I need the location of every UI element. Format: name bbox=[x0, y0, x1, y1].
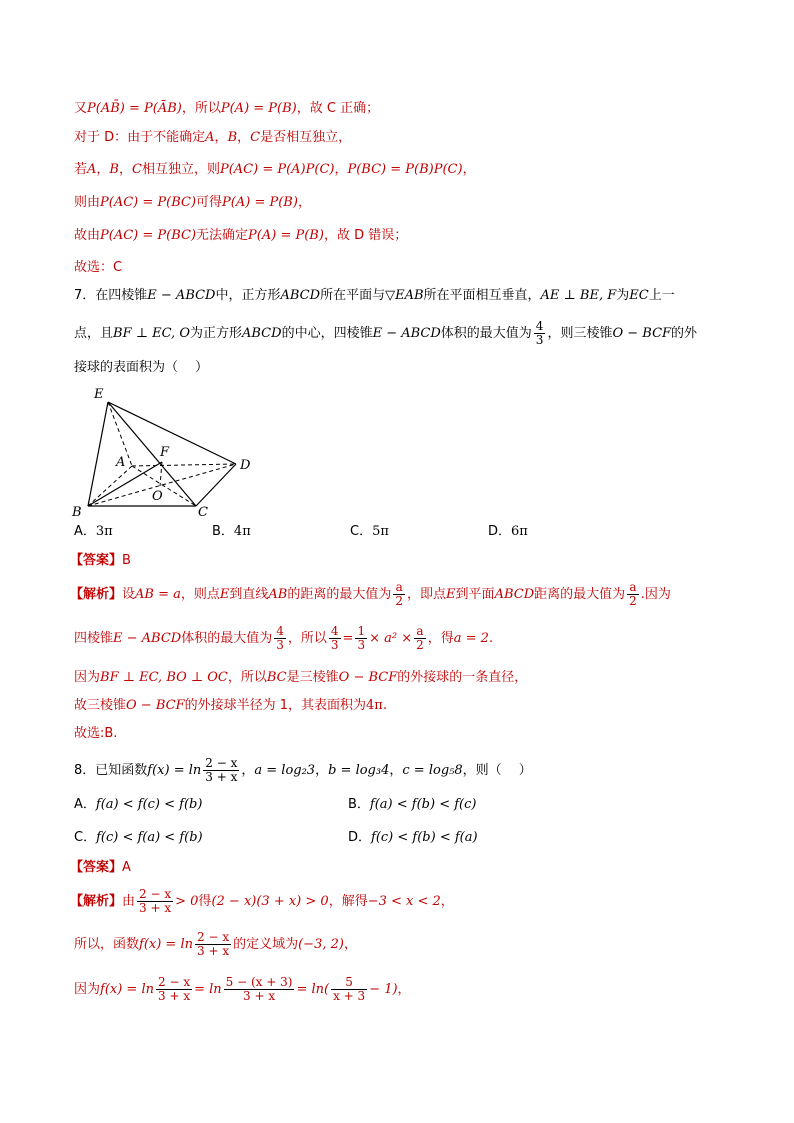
text: ， bbox=[237, 130, 251, 145]
formula: f(x) = ln bbox=[139, 937, 193, 952]
text: ，得 bbox=[427, 631, 454, 646]
option-value: f(c) < f(b) < f(a) bbox=[371, 830, 478, 845]
text: ，故 C 正确； bbox=[296, 101, 380, 116]
option-key: B． bbox=[348, 797, 370, 812]
numerator: 1 bbox=[357, 624, 366, 638]
analysis-tag: 【解析】 bbox=[70, 587, 123, 602]
formula: −3 < x < 2 bbox=[367, 894, 441, 909]
fraction bbox=[203, 757, 239, 784]
formula: = ln( bbox=[296, 982, 330, 997]
text: 又 bbox=[74, 101, 88, 116]
text: 8．已知函数 bbox=[74, 763, 148, 778]
text: ，即点 bbox=[407, 587, 447, 602]
formula: EC bbox=[629, 288, 649, 303]
text: 的中心，四棱锥 bbox=[281, 326, 373, 341]
text: 到平面 bbox=[455, 587, 495, 602]
formula: P(AC) = P(A)P(C) bbox=[219, 162, 335, 177]
formula: BC bbox=[266, 670, 287, 685]
denominator: 3 + x bbox=[197, 944, 230, 958]
fraction bbox=[393, 581, 405, 608]
formula: = ln bbox=[194, 982, 222, 997]
text: .因为 bbox=[640, 587, 671, 602]
formula: C bbox=[132, 162, 142, 177]
text: 的定义域为 bbox=[233, 937, 299, 952]
edge-ED bbox=[108, 402, 236, 464]
text: 所在平面与 bbox=[320, 288, 386, 303]
formula: (2 − x)(3 + x) > 0 bbox=[211, 894, 329, 909]
text: ，故 D 错误； bbox=[323, 228, 408, 243]
text: 到直线 bbox=[229, 587, 269, 602]
formula: O − BCF bbox=[612, 326, 672, 341]
text: 由 bbox=[122, 894, 136, 909]
fraction bbox=[156, 976, 192, 1003]
analysis-tag: 【解析】 bbox=[70, 894, 123, 909]
q7-option-c bbox=[350, 522, 389, 542]
option-value: f(a) < f(b) < f(c) bbox=[369, 797, 477, 812]
denominator: 3 bbox=[276, 638, 284, 652]
q7-option-b bbox=[212, 522, 251, 542]
label-F: F bbox=[160, 445, 170, 460]
denominator: 3 bbox=[535, 333, 544, 347]
formula: E − ABCD bbox=[372, 326, 441, 341]
text: ， bbox=[297, 195, 311, 210]
text: 7．在四棱锥 bbox=[74, 288, 148, 303]
fraction bbox=[534, 320, 546, 347]
numerator: 2 − x bbox=[158, 975, 191, 989]
numerator: 5 bbox=[331, 976, 367, 990]
option-value: 5π bbox=[372, 524, 389, 539]
formula: E − ABCD bbox=[113, 631, 182, 646]
text: 体积的最大值为 bbox=[181, 631, 273, 646]
text: 点，且 bbox=[74, 326, 114, 341]
denominator: 3 bbox=[330, 638, 339, 652]
fraction bbox=[137, 888, 173, 915]
text: 因为 bbox=[74, 670, 101, 685]
formula: f(x) = ln bbox=[147, 763, 202, 778]
text: ， bbox=[389, 763, 403, 778]
formula: P(A) = P(B) bbox=[248, 228, 324, 243]
q8-option-b bbox=[348, 795, 476, 815]
formula: c = log₅8 bbox=[402, 763, 463, 778]
text: 可得 bbox=[196, 195, 223, 210]
prev-line-5 bbox=[74, 226, 407, 246]
fraction bbox=[224, 976, 295, 1003]
text: 为 bbox=[616, 288, 630, 303]
text: 得 bbox=[198, 894, 212, 909]
q8-option-c bbox=[74, 828, 203, 848]
formula: O − BCF bbox=[126, 698, 185, 713]
text: ，解得 bbox=[328, 894, 368, 909]
text: ， bbox=[241, 763, 255, 778]
answer-tag: 【答案】 bbox=[70, 860, 123, 875]
q7-analysis-line-2 bbox=[74, 624, 493, 654]
prev-line-4 bbox=[74, 193, 311, 213]
text: . bbox=[488, 631, 494, 646]
answer-value: B bbox=[122, 553, 131, 568]
q7-stem-line-3: 接球的表面积为（ ） bbox=[74, 360, 209, 375]
prev-line-2 bbox=[74, 128, 351, 148]
text: ，则（ ） bbox=[462, 763, 532, 778]
formula: E − ABCD bbox=[147, 288, 216, 303]
formula: P(AC) = P(BC) bbox=[100, 195, 197, 210]
text: 的外接球的一条直径， bbox=[397, 670, 528, 685]
text: 为正方形 bbox=[189, 326, 242, 341]
formula: − 1) bbox=[369, 982, 398, 997]
formula: = bbox=[342, 631, 354, 646]
denominator: 3 + x bbox=[205, 770, 238, 784]
text: 体积的最大值为 bbox=[440, 326, 532, 341]
q7-option-d bbox=[488, 522, 528, 542]
fraction bbox=[274, 625, 286, 652]
formula: P(A) = P(B) bbox=[222, 195, 298, 210]
text: 距离的最大值为 bbox=[534, 587, 626, 602]
formula: ABCD bbox=[242, 326, 282, 341]
denominator: 3 + x bbox=[139, 901, 172, 915]
q7-analysis-line-5: 故选:B. bbox=[74, 726, 118, 741]
text: 上一 bbox=[648, 288, 675, 303]
numerator: 4 bbox=[535, 319, 544, 333]
option-key: D． bbox=[348, 830, 372, 845]
text: ，所以 bbox=[181, 101, 221, 116]
text: 则由 bbox=[74, 195, 101, 210]
fraction bbox=[329, 625, 341, 652]
text: 无法确定 bbox=[196, 228, 249, 243]
formula: P(A) = P(B) bbox=[220, 101, 297, 116]
numerator: 5 − (x + 3) bbox=[225, 975, 293, 989]
edge-CD bbox=[196, 464, 236, 506]
fraction bbox=[195, 931, 231, 958]
numerator: 2 − x bbox=[197, 930, 230, 944]
option-value: 6π bbox=[511, 524, 528, 539]
q8-analysis-line-1 bbox=[70, 887, 454, 917]
text: ，所以 bbox=[287, 631, 327, 646]
formula: f(x) = ln bbox=[100, 982, 154, 997]
option-value: f(c) < f(a) < f(b) bbox=[96, 830, 203, 845]
q8-option-a bbox=[74, 795, 202, 815]
formula: ABCD bbox=[494, 587, 535, 602]
option-key: D． bbox=[488, 524, 512, 539]
q7-option-a bbox=[74, 522, 113, 542]
q7-analysis-line-1 bbox=[70, 580, 671, 610]
label-B: B bbox=[72, 505, 82, 520]
text: ，则三棱锥 bbox=[547, 326, 613, 341]
text: ， bbox=[214, 130, 228, 145]
text: 中，正方形 bbox=[215, 288, 281, 303]
answer-value: A bbox=[122, 860, 131, 875]
fraction bbox=[331, 976, 367, 1003]
label-C: C bbox=[198, 505, 208, 520]
q7-stem-line-2 bbox=[74, 319, 697, 349]
formula: P(AB̄) = P(ĀB) bbox=[87, 101, 182, 116]
option-key: C． bbox=[350, 524, 373, 539]
text: 的距离的最大值为 bbox=[287, 587, 392, 602]
denominator: x + 3 bbox=[333, 989, 366, 1003]
formula: ▽EAB bbox=[385, 288, 424, 303]
prev-line-1 bbox=[74, 99, 379, 119]
text: 是三棱锥 bbox=[286, 670, 339, 685]
formula: C bbox=[250, 130, 261, 145]
option-value: 3π bbox=[95, 524, 113, 539]
text: ， bbox=[118, 162, 132, 177]
numerator: a bbox=[627, 581, 639, 595]
text: ， bbox=[96, 162, 110, 177]
text: 故三棱锥 bbox=[74, 698, 127, 713]
formula: AE ⊥ BE, F bbox=[540, 288, 617, 303]
edge-AC bbox=[132, 466, 196, 506]
formula: a = log₂3 bbox=[254, 763, 316, 778]
fraction bbox=[414, 625, 426, 652]
text: . bbox=[382, 698, 387, 713]
prev-line-6: 故选：C bbox=[74, 260, 123, 275]
formula: ABCD bbox=[280, 288, 321, 303]
text: ，则点 bbox=[180, 587, 220, 602]
text: 所在平面相互垂直， bbox=[423, 288, 541, 303]
denominator: 3 + x bbox=[243, 989, 276, 1003]
formula: AB = a bbox=[135, 587, 181, 602]
q8-option-d bbox=[348, 828, 478, 848]
label-O: O bbox=[152, 489, 163, 504]
option-value: 4π bbox=[233, 524, 251, 539]
numerator: 2 − x bbox=[139, 887, 172, 901]
formula: O − BCF bbox=[338, 670, 398, 685]
edge-AD bbox=[132, 464, 236, 466]
pyramid-figure bbox=[70, 382, 270, 522]
text: ， bbox=[343, 937, 357, 952]
q7-stem-line-1 bbox=[74, 286, 675, 306]
formula: BF ⊥ EC, O bbox=[113, 326, 190, 341]
denominator: 3 + x bbox=[158, 989, 191, 1003]
text: ， bbox=[462, 162, 476, 177]
formula: BF ⊥ EC, BO ⊥ OC bbox=[100, 670, 228, 685]
text: 四棱锥 bbox=[74, 631, 114, 646]
answer-tag: 【答案】 bbox=[70, 553, 123, 568]
text: ， bbox=[397, 982, 411, 997]
label-D: D bbox=[240, 458, 251, 473]
formula: b = log₃4 bbox=[328, 763, 390, 778]
formula: E bbox=[446, 587, 456, 602]
formula: P(AC) = P(BC) bbox=[100, 228, 197, 243]
denominator: 2 bbox=[395, 594, 404, 608]
text: 所以，函数 bbox=[74, 937, 140, 952]
option-key: A． bbox=[74, 797, 96, 812]
prev-line-3 bbox=[74, 160, 476, 180]
q8-analysis-line-3 bbox=[74, 975, 411, 1005]
option-key: C． bbox=[74, 830, 97, 845]
formula: B bbox=[109, 162, 119, 177]
denominator: 3 bbox=[357, 638, 366, 652]
numerator: a bbox=[393, 581, 405, 595]
option-key: A． bbox=[74, 524, 96, 539]
numerator: 4 bbox=[276, 624, 284, 638]
formula: E bbox=[219, 587, 230, 602]
q7-analysis-line-3 bbox=[74, 668, 527, 688]
fraction bbox=[355, 625, 367, 652]
formula: × a² × bbox=[369, 631, 413, 646]
formula: B bbox=[227, 130, 238, 145]
label-A: A bbox=[116, 455, 126, 470]
numerator: a bbox=[414, 625, 426, 639]
text: 因为 bbox=[74, 982, 101, 997]
text: ，所以 bbox=[227, 670, 267, 685]
option-key: B． bbox=[212, 524, 234, 539]
text: 的外接球半径为 1，其表面积为 bbox=[184, 698, 366, 713]
text: ， bbox=[315, 763, 329, 778]
q8-answer bbox=[70, 858, 131, 878]
formula: P(BC) = P(B)P(C) bbox=[347, 162, 463, 177]
numerator: 4 bbox=[330, 624, 339, 638]
text: 对于 D：由于不能确定 bbox=[74, 130, 206, 145]
text: 设 bbox=[122, 587, 136, 602]
q7-analysis-line-4 bbox=[74, 696, 387, 716]
formula: AB bbox=[268, 587, 288, 602]
q8-analysis-line-2 bbox=[74, 930, 357, 960]
text: 是否相互独立， bbox=[260, 130, 352, 145]
text: ， bbox=[440, 894, 454, 909]
text: 若 bbox=[74, 162, 88, 177]
formula: A bbox=[87, 162, 97, 177]
text: ， bbox=[334, 162, 348, 177]
option-value: f(a) < f(c) < f(b) bbox=[95, 797, 203, 812]
formula: 4π bbox=[366, 698, 383, 713]
denominator: 2 bbox=[629, 594, 637, 608]
formula: A bbox=[205, 130, 215, 145]
formula: a = 2 bbox=[453, 631, 489, 646]
text: 相互独立，则 bbox=[141, 162, 220, 177]
text: 的外 bbox=[671, 326, 698, 341]
formula: (−3, 2) bbox=[298, 937, 344, 952]
denominator: 2 bbox=[416, 638, 424, 652]
text: 故由 bbox=[74, 228, 101, 243]
q7-answer bbox=[70, 551, 131, 571]
numerator: 2 − x bbox=[205, 756, 238, 770]
fraction bbox=[627, 581, 639, 608]
formula: > 0 bbox=[175, 894, 199, 909]
label-E: E bbox=[94, 387, 104, 402]
q8-stem bbox=[74, 756, 532, 786]
